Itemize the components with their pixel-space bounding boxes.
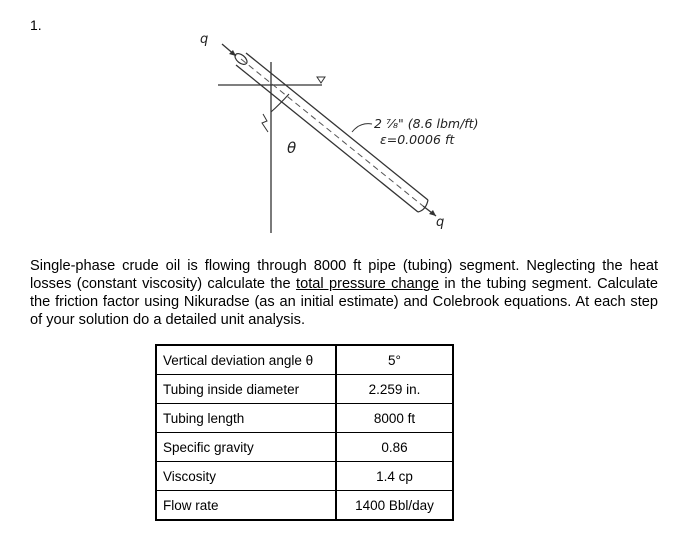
value-cell: 0.86 <box>336 433 453 462</box>
angle-arc <box>271 94 289 112</box>
angle-label: θ <box>287 139 297 157</box>
table-row <box>156 375 453 404</box>
pipe-sketch <box>0 0 684 250</box>
table-row <box>156 433 453 462</box>
table-row <box>156 462 453 491</box>
parameter-cell: Flow rate <box>156 491 336 521</box>
annotation-leader <box>352 124 372 132</box>
value-cell: 1.4 cp <box>336 462 453 491</box>
problem-text-before: Single-phase crude oil is flowing through 8000 ft pipe (tubing) segment. Neglecting the heat losses (constant viscosity) calculate the <box>30 258 658 292</box>
parameter-cell: Specific gravity <box>156 433 336 462</box>
problem-text-underlined: total pressure change <box>296 276 439 292</box>
parameter-cell: Viscosity <box>156 462 336 491</box>
angle-pointer <box>262 114 268 132</box>
table-row <box>156 404 453 433</box>
pipe-note-line2: ε=0.0006 ft <box>380 132 455 147</box>
parameter-cell: Tubing length <box>156 404 336 433</box>
value-cell: 1400 Bbl/day <box>336 491 453 521</box>
table-row <box>156 345 453 375</box>
table-row <box>156 491 453 521</box>
problem-statement <box>30 257 658 329</box>
value-cell: 2.259 in. <box>336 375 453 404</box>
problem-text-after: in the tubing segment. Calculate the friction factor using Nikuradse (as an initial estimate) and Colebrook equations. At each step of your solution do a detailed unit analysis. <box>30 276 658 328</box>
level-triangle-icon <box>317 77 325 83</box>
question-number: 1. <box>30 17 42 33</box>
pipe-note-line1: 2 ⁷⁄₈" (8.6 lbm/ft) <box>374 116 479 131</box>
parameter-cell: Tubing inside diameter <box>156 375 336 404</box>
value-cell: 5° <box>336 345 453 375</box>
parameter-cell: Vertical deviation angle θ <box>156 345 336 375</box>
flow-label-out: q <box>436 215 445 230</box>
parameters-table <box>155 344 454 521</box>
value-cell: 8000 ft <box>336 404 453 433</box>
flow-label-in: q <box>200 32 209 47</box>
